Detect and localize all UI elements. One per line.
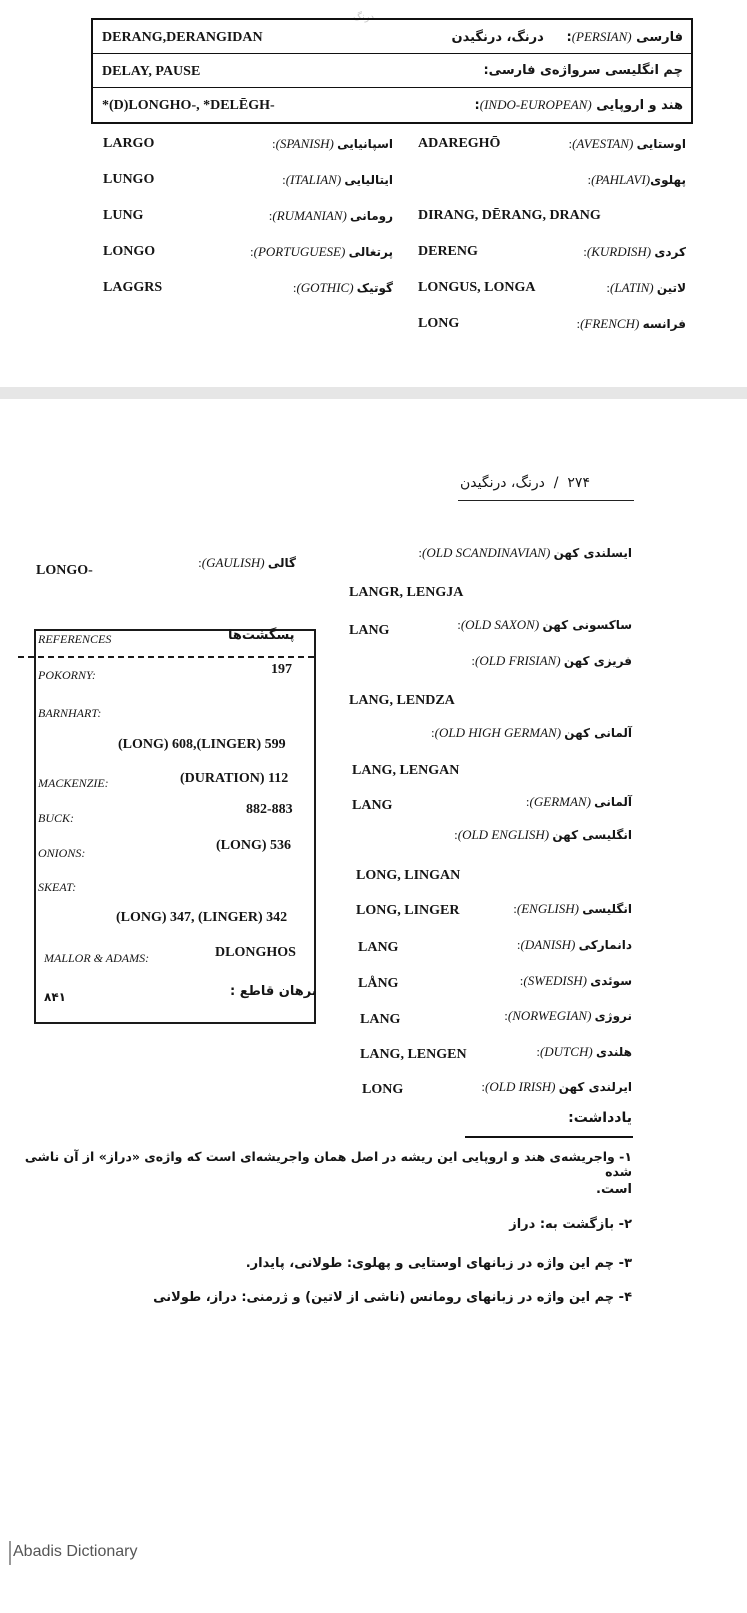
ref-pokorny-label: POKORNY: [38, 668, 96, 682]
note-3: ۳- چم این واژه در زبانهای اوستایی و پهلوی: طولانی، پایدار. [245, 1256, 632, 1271]
word-old-high-german: LANG, LENGAN [352, 763, 460, 778]
english-meaning-label: چم انگلیسی سرواژه‌ی فارسی: [483, 63, 683, 78]
page-number: ۲۷۴ [567, 475, 590, 491]
word-old-saxon: LANG [349, 623, 390, 638]
references-title-fa: پسگشت‌ها [228, 628, 295, 643]
ref-mackenzie-label: MACKENZIE: [38, 776, 109, 790]
ref-barnhart-value: (LONG) 608,(LINGER) 599 [118, 737, 286, 752]
word-english: LONG, LINGER [356, 903, 460, 918]
word-old-frisian: LANG, LENDZA [349, 693, 455, 708]
ref-pokorny-value: 197 [271, 662, 292, 677]
ref-mallor-label: MALLOR & ADAMS: [44, 951, 150, 965]
word-old-irish: LONG [362, 1082, 404, 1097]
word-norwegian: LANG [360, 1012, 401, 1027]
ref-mackenzie-value: (DURATION) 112 [180, 771, 289, 786]
persian-word-latin: DERANG,DERANGIDAN [102, 30, 263, 45]
ie-lang-label: هند و اروپایی (INDO-EUROPEAN): [474, 97, 683, 113]
page-title: درنگ، درنگیدن [460, 475, 545, 491]
footer-bar [9, 1541, 11, 1565]
header-row-persian [93, 20, 691, 54]
ref-skeat-label: SKEAT: [38, 880, 77, 894]
label-old-saxon: ساکسونی کهن (OLD SAXON): [457, 617, 632, 632]
word-dutch: LANG, LENGEN [360, 1047, 467, 1062]
label-swedish: سوئدی (SWEDISH): [519, 973, 632, 988]
ref-onions-value: (LONG) 536 [216, 838, 292, 853]
word-swedish: LÅNG [358, 976, 399, 991]
label-dutch: هلندی (DUTCH): [536, 1044, 632, 1059]
ref-buck-label: BUCK: [38, 811, 74, 825]
note-4: ۴- چم این واژه در زبانهای رومانس (ناشی از لاتین) و ژرمنی: دراز، طولانی [153, 1290, 632, 1305]
ref-buck-value: 882-883 [246, 802, 293, 817]
ref-mallor-value: DLONGHOS [215, 945, 296, 960]
ie-root: *(D)LONGHO-, *DELĒGH- [102, 98, 275, 113]
word-danish: LANG [358, 940, 399, 955]
references-title-en: REFERENCES [38, 632, 112, 646]
references-dashed-rule [18, 656, 314, 658]
note-1: ۱- واجریشه‌ی هند و اروپایی این ریشه در اصل همان واجریشه‌ای است که واژه‌ی «دراز» از آن ناشی شده [24, 1149, 632, 1179]
label-norwegian: نروژی (NORWEGIAN): [504, 1008, 632, 1023]
watermark-text: درنگ [353, 12, 375, 23]
notes-rule [465, 1136, 633, 1138]
notes-title: یادداشت: [568, 1110, 632, 1126]
word-old-english: LONG, LINGAN [356, 868, 461, 883]
english-meaning: DELAY, PAUSE [102, 64, 201, 79]
label-english: انگلیسی (ENGLISH): [513, 901, 632, 916]
persian-lang-label: فارسی (PERSIAN): درنگ، درنگیدن [451, 29, 683, 45]
ref-borhan-label: برهان قاطع : [230, 984, 317, 999]
label-old-english: انگلیسی کهن (OLD ENGLISH): [454, 827, 632, 842]
note-2: ۲- بازگشت به: دراز [509, 1217, 632, 1232]
label-old-high-german: آلمانی کهن (OLD HIGH GERMAN): [431, 725, 632, 740]
footer-brand: Abadis Dictionary [13, 1543, 138, 1560]
ref-skeat-value: (LONG) 347, (LINGER) 342 [116, 910, 288, 925]
label-old-irish: ایرلندی کهن (OLD IRISH): [481, 1079, 632, 1094]
header-row-ie [93, 88, 691, 122]
header-table [91, 18, 693, 124]
header-row-meaning [93, 54, 691, 88]
word-old-scandinavian: LANGR, LENGJA [349, 585, 464, 600]
label-danish: دانمارکی (DANISH): [516, 937, 632, 952]
ref-borhan-value: ۸۴۱ [44, 990, 66, 1004]
label-german: آلمانی (GERMAN): [525, 794, 632, 809]
label-old-scandinavian: ایسلندی کهن (OLD SCANDINAVIAN): [418, 545, 632, 560]
ref-barnhart-label: BARNHART: [38, 706, 102, 720]
note-1-cont: است. [596, 1182, 632, 1197]
page-header: ۲۷۴ / درنگ، درنگیدن [460, 475, 590, 491]
page-separator [0, 387, 747, 399]
page-header-rule [458, 500, 634, 501]
word-german: LANG [352, 798, 393, 813]
label-old-frisian: فریزی کهن (OLD FRISIAN): [471, 653, 632, 668]
ref-onions-label: ONIONS: [38, 846, 86, 860]
